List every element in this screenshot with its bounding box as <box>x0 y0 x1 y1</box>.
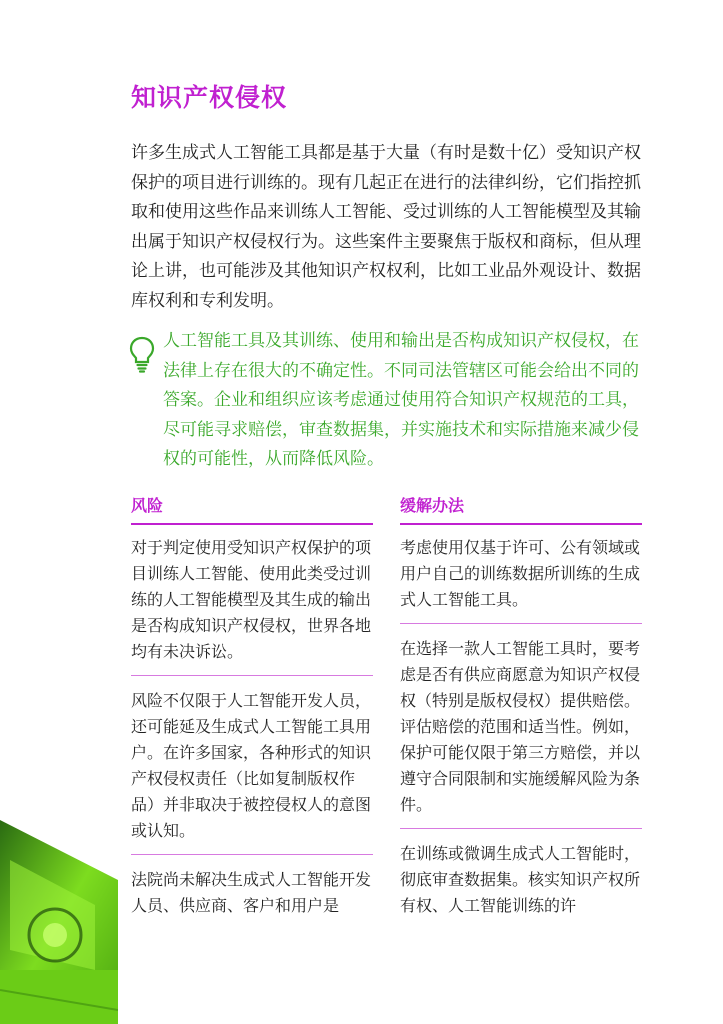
mitigations-column <box>400 493 642 941</box>
risk-item: 风险不仅限于人工智能开发人员，还可能延及生成式人工智能工具用户。在许多国家，各种形式的知识产权侵权责任（比如复制版权作品）并非取决于被控侵权人的意图或认知。 <box>131 688 373 855</box>
tip-callout: 人工智能工具及其训练、使用和输出是否构成知识产权侵权，在法律上存在很大的不确定性。不同司法管辖区可能会给出不同的答案。企业和组织应该考虑通过使用符合知识产权规范的工具，尽可能寻求赔偿，审查数据集，并实施技术和实际措施来减少侵权的可能性，从而降低风险。 <box>163 331 639 470</box>
mitigations-heading-rule <box>400 523 642 525</box>
mitigation-item: 在选择一款人工智能工具时，要考虑是否有供应商愿意为知识产权侵权（特别是版权侵权）提供赔偿。评估赔偿的范围和适当性。例如，保护可能仅限于第三方赔偿，并以遵守合同限制和实施缓解风险为条件。 <box>400 636 642 829</box>
risks-heading: 风险 <box>131 496 164 515</box>
lightbulb-icon <box>129 336 155 374</box>
mitigation-item: 考虑使用仅基于许可、公有领域或用户自己的训练数据所训练的生成式人工智能工具。 <box>400 535 642 624</box>
risk-item: 对于判定使用受知识产权保护的项目训练人工智能、使用此类受过训练的人工智能模型及其生成的输出是否构成知识产权侵权，世界各地均有未决诉讼。 <box>131 535 373 676</box>
decorative-corner-image <box>0 820 118 1024</box>
risks-heading-rule <box>131 523 373 525</box>
mitigation-item: 在训练或微调生成式人工智能时，彻底审查数据集。核实知识产权所有权、人工智能训练的许 <box>400 844 641 915</box>
risk-item: 法院尚未解决生成式人工智能开发人员、供应商、客户和用户是 <box>131 870 372 915</box>
risks-column <box>131 493 373 941</box>
page-title: 知识产权侵权 <box>131 83 288 112</box>
intro-paragraph: 许多生成式人工智能工具都是基于大量（有时是数十亿）受知识产权保护的项目进行训练的。现有几起正在进行的法律纠纷，它们指控抓取和使用这些作品来训练人工智能、受过训练的人工智能模型及其输出属于知识产权侵权行为。这些案件主要聚焦于版权和商标，但从理论上讲，也可能涉及其他知识产权权利，比如工业品外观设计、数据库权利和专利发明。 <box>131 143 641 311</box>
mitigations-heading: 缓解办法 <box>400 496 465 515</box>
